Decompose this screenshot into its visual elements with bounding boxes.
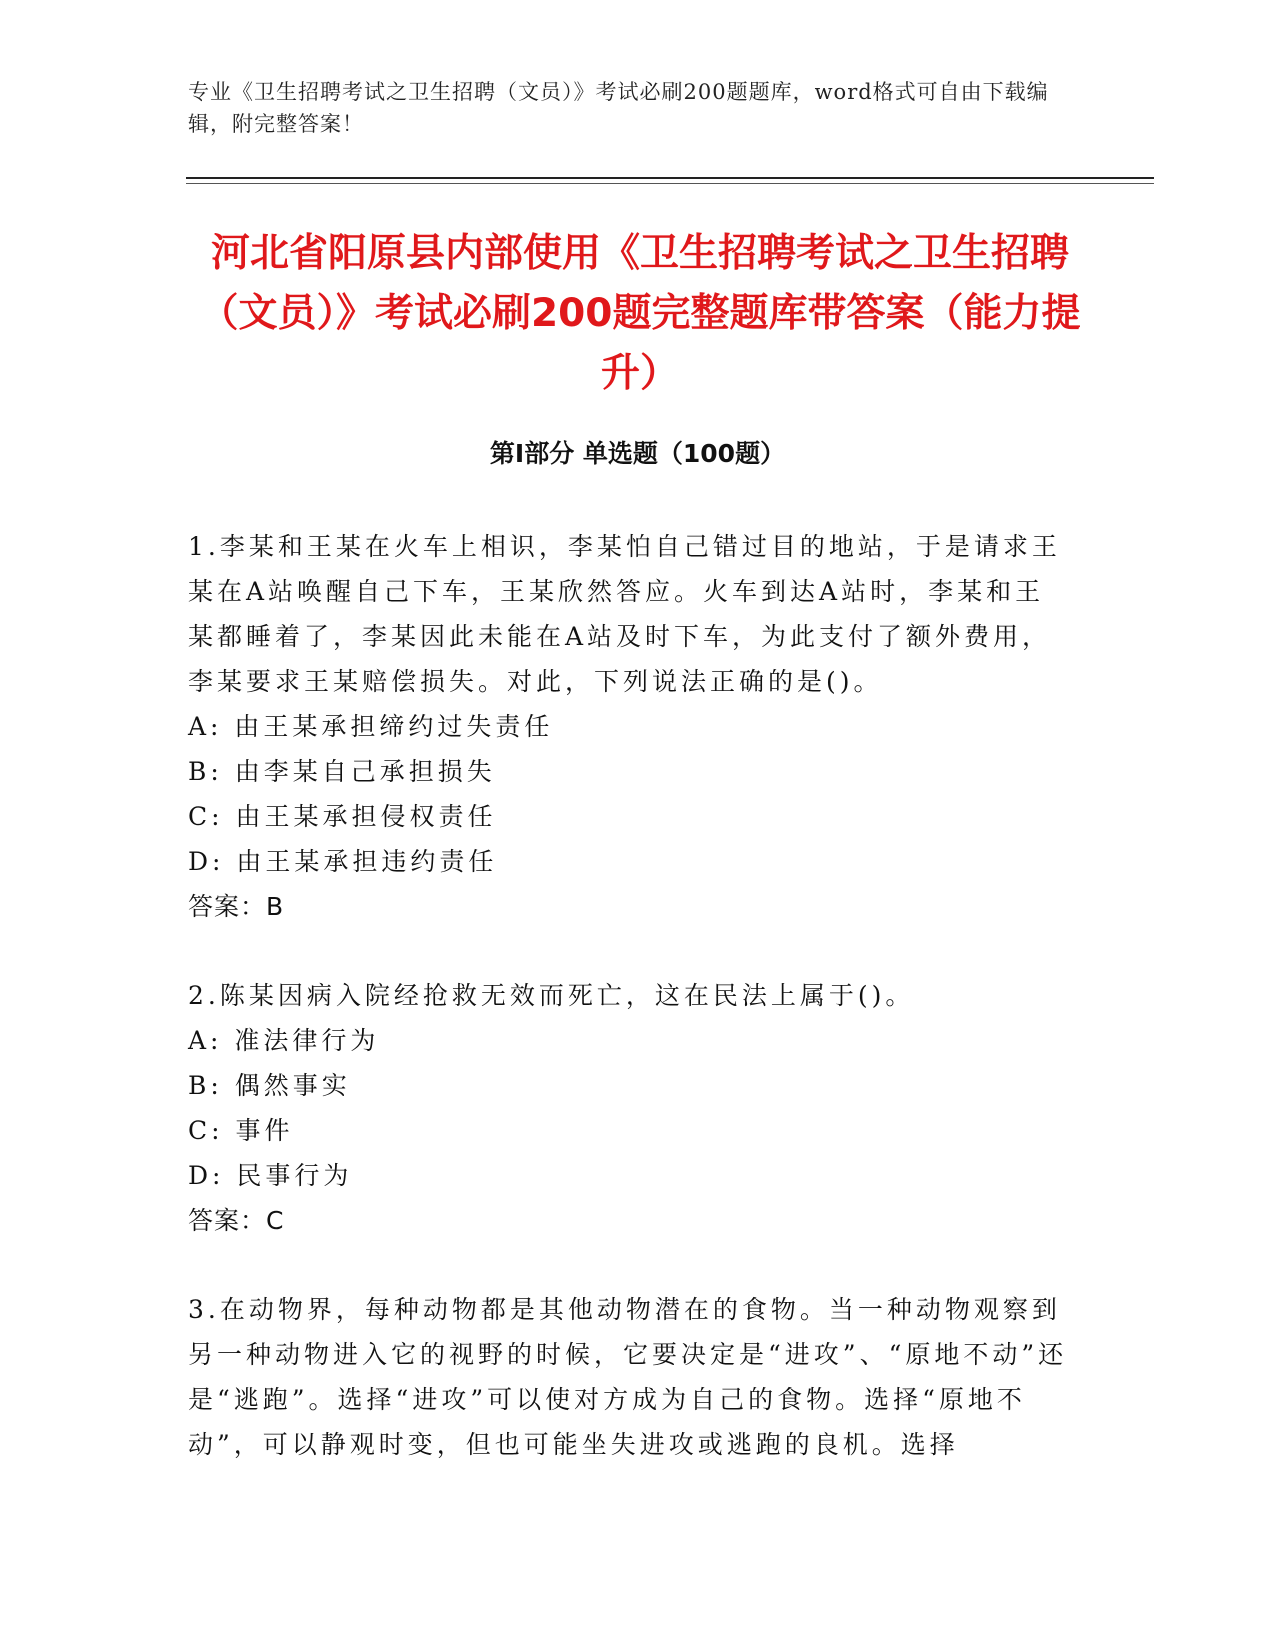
answer: 答案：B bbox=[188, 892, 285, 921]
question-stem: 3.在动物界，每种动物都是其他动物潜在的食物。当一种动物观察到另一种动物进入它的视野的时候，它要决定是“进攻”、“原地不动”还是“逃跑”。选择“进攻”可以使对方成为自己的食物。选择“原地不动”，可以静观时变，但也可能坐失进攻或逃跑的良机。选择 bbox=[188, 1295, 1068, 1459]
question-list bbox=[188, 524, 1068, 1511]
option-c: C: 事件 bbox=[188, 1116, 294, 1145]
option-d: D: 由王某承担违约责任 bbox=[188, 847, 498, 876]
header-divider bbox=[186, 177, 1154, 179]
option-b: B: 由李某自己承担损失 bbox=[188, 757, 496, 786]
option-c: C: 由王某承担侵权责任 bbox=[188, 802, 497, 831]
question-stem: 1.李某和王某在火车上相识，李某怕自己错过目的地站，于是请求王某在A站唤醒自己下车，王某欣然答应。火车到达A站时，李某和王某都睡着了，李某因此未能在A站及时下车，为此支付了额外费用，李某要求王某赔偿损失。对此，下列说法正确的是()。 bbox=[188, 532, 1061, 696]
question-2 bbox=[188, 973, 1068, 1243]
option-a: A: 由王某承担缔约过失责任 bbox=[188, 712, 554, 741]
section-heading: 第I部分 单选题（100题） bbox=[489, 439, 786, 468]
answer: 答案：C bbox=[188, 1206, 285, 1235]
document-title: 河北省阳原县内部使用《卫生招聘考试之卫生招聘（文员）》考试必刷200题完整题库带答案（能力提升） bbox=[199, 231, 1081, 396]
question-1 bbox=[188, 524, 1068, 929]
question-3 bbox=[188, 1287, 1068, 1467]
header-divider-thin bbox=[186, 183, 1154, 184]
option-a: A: 准法律行为 bbox=[188, 1026, 380, 1055]
question-stem: 2.陈某因病入院经抢救无效而死亡，这在民法上属于()。 bbox=[188, 981, 915, 1010]
option-b: B: 偶然事实 bbox=[188, 1071, 351, 1100]
option-d: D: 民事行为 bbox=[188, 1161, 353, 1190]
header-note: 专业《卫生招聘考试之卫生招聘（文员）》考试必刷200题题库，word格式可自由下载编辑，附完整答案！ bbox=[188, 80, 1049, 136]
